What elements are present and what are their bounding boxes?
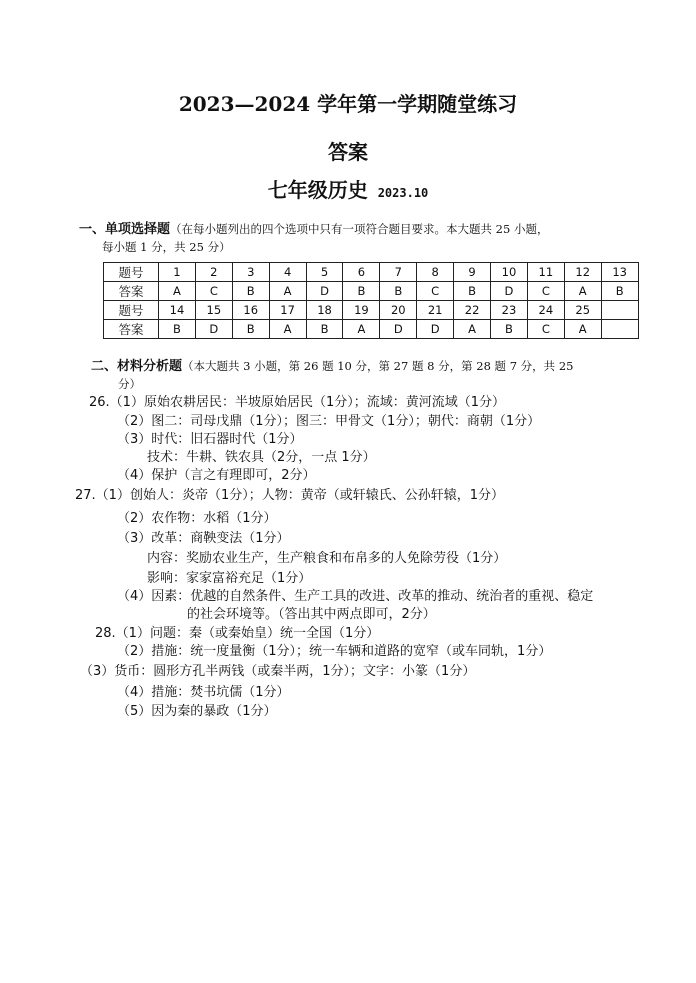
table-cell: 5 [306,263,343,282]
table-cell: 25 [564,301,601,320]
answer-26-4: （4）保护（言之有理即可，2分） [117,468,316,483]
table-cell: 6 [343,263,380,282]
table-cell: D [380,320,417,339]
table-cell: A [269,282,306,301]
table-cell: B [232,320,269,339]
table-cell: D [491,282,528,301]
table-cell: 7 [380,263,417,282]
table-cell: A [343,320,380,339]
table-cell: A [564,320,601,339]
table-cell: 19 [343,301,380,320]
table-cell: 11 [527,263,564,282]
table-cell: A [269,320,306,339]
table-cell: 4 [269,263,306,282]
table-cell: 15 [195,301,232,320]
grade-line [0,174,696,203]
row-label: 答案 [104,320,159,339]
row-label: 题号 [104,263,159,282]
table-cell: A [159,282,196,301]
answer-27-3-content: 内容：奖励农业生产，生产粮食和布帛多的人免除劳役（1分） [147,551,507,566]
answer-27-3-effect: 影响：家家富裕充足（1分） [147,571,312,586]
table-cell: 17 [269,301,306,320]
table-row [104,320,639,339]
table-cell: C [527,282,564,301]
table-cell: A [454,320,491,339]
answer-28-3: （3）货币：圆形方孔半两钱（或秦半两，1分）；文字：小篆（1分） [80,664,476,679]
table-cell: C [195,282,232,301]
section2-note-1: （本大题共 3 小题，第 26 题 10 分，第 27 题 8 分，第 28 题 7 分，共 25 [182,359,574,373]
section1-note-1: （在每小题列出的四个选项中只有一项符合题目要求。本大题共 25 小题， [170,222,549,236]
table-cell: B [306,320,343,339]
table-cell: 18 [306,301,343,320]
table-cell: B [491,320,528,339]
page-title: 2023—2024 学年第一学期随堂练习 [178,92,518,116]
answer-27-1: 27.（1）创始人：炎帝（1分）；人物：黄帝（或轩辕氏、公孙轩辕，1分） [75,488,504,503]
table-cell: 10 [491,263,528,282]
table-cell: 1 [159,263,196,282]
section2-note-2: 分） [118,377,141,391]
answer-28-2: （2）措施：统一度量衡（1分）；统一车辆和道路的宽窄（或车同轨，1分） [117,644,552,659]
answer-27-2: （2）农作物：水稻（1分） [117,511,277,526]
table-cell: B [601,282,638,301]
table-row [104,282,639,301]
table-cell: 22 [454,301,491,320]
answer-table [103,262,639,339]
table-cell: 24 [527,301,564,320]
table-cell: B [380,282,417,301]
table-cell: 14 [159,301,196,320]
answer-28-5: （5）因为秦的暴政（1分） [117,704,277,719]
table-cell [601,320,638,339]
section1-note-2: 每小题 1 分，共 25 分） [102,240,231,254]
table-cell: 2 [195,263,232,282]
table-cell: B [454,282,491,301]
answer-26-1: 26.（1）原始农耕居民：半坡原始居民（1分）；流域：黄河流域（1分） [89,395,505,410]
table-cell: C [527,320,564,339]
table-cell: 13 [601,263,638,282]
table-cell: B [343,282,380,301]
answer-27-3: （3）改革：商鞅变法（1分） [117,531,290,546]
exam-date: 2023.10 [377,186,429,200]
answer-28-4: （4）措施：焚书坑儒（1分） [117,685,290,700]
page-subtitle: 答案 [328,140,368,164]
table-cell: 3 [232,263,269,282]
section2-heading-line [91,357,573,376]
answer-27-4: （4）因素：优越的自然条件、生产工具的改进、改革的推动、统治者的重视、稳定 [117,589,594,604]
table-cell: D [306,282,343,301]
table-cell: D [195,320,232,339]
answer-26-3: （3）时代：旧石器时代（1分） [117,432,303,447]
answer-27-4-cont: 的社会环境等。（答出其中两点即可，2分） [187,607,436,622]
table-cell: 21 [417,301,454,320]
answer-26-2: （2）图二：司母戊鼎（1分）；图三：甲骨文（1分）；朝代：商朝（1分） [117,414,541,429]
table-cell: 20 [380,301,417,320]
grade-subject: 七年级历史 [267,178,368,202]
table-cell: 12 [564,263,601,282]
table-cell: A [564,282,601,301]
table-cell: B [232,282,269,301]
answer-26-3-tech: 技术：牛耕、铁农具（2分，一点 1分） [147,450,376,465]
row-label: 答案 [104,282,159,301]
row-label: 题号 [104,301,159,320]
table-row [104,301,639,320]
table-cell: B [159,320,196,339]
section1-heading: 一、单项选择题 [79,222,171,237]
table-row [104,263,639,282]
section1-heading-line [79,220,548,239]
table-cell: 8 [417,263,454,282]
table-cell: 9 [454,263,491,282]
answer-28-1: 28.（1）问题：秦（或秦始皇）统一全国（1分） [95,626,380,641]
table-cell [601,301,638,320]
table-cell: D [417,320,454,339]
section2-heading: 二、材料分析题 [91,359,183,374]
table-cell: 16 [232,301,269,320]
table-cell: C [417,282,454,301]
table-cell: 23 [491,301,528,320]
